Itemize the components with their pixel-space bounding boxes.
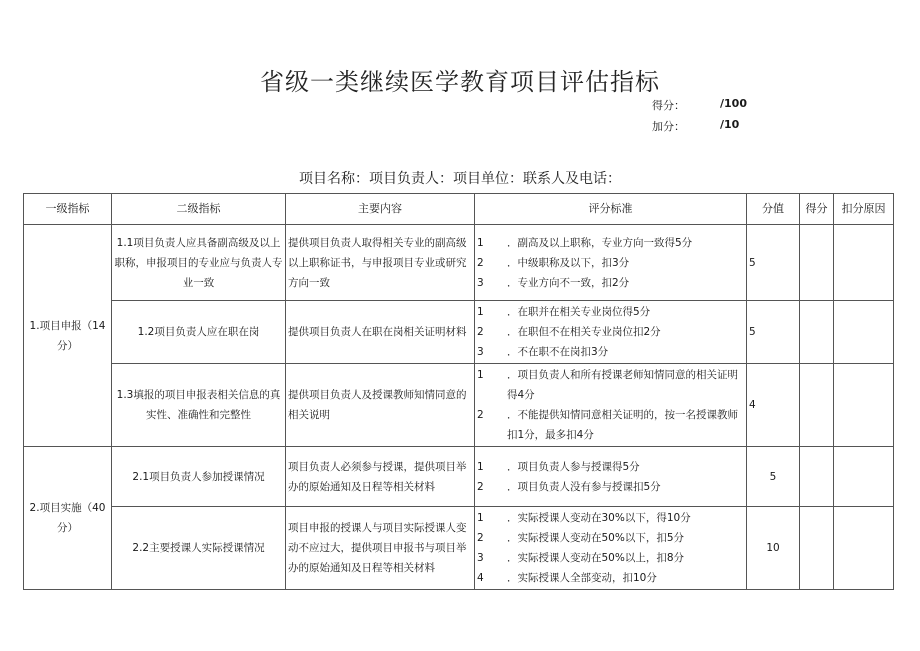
criteria-cell: 1 ．在职并在相关专业岗位得5分 2 ．在职但不在相关专业岗位扣2分 3 ．不在职不在岗扣3分	[475, 301, 747, 364]
reason-cell[interactable]	[834, 364, 894, 447]
content-cell: 提供项目负责人及授课教师知情同意的相关说明	[286, 364, 475, 447]
score-cell[interactable]	[800, 447, 834, 507]
bonus-total: /10	[720, 118, 740, 131]
reason-cell[interactable]	[834, 447, 894, 507]
project-info-line: 项目名称：项目负责人：项目单位：联系人及电话：	[299, 171, 621, 187]
header-content: 主要内容	[286, 194, 475, 225]
table-row	[24, 507, 894, 590]
table-header-row	[24, 194, 894, 225]
table-row	[24, 447, 894, 507]
reason-cell[interactable]	[834, 301, 894, 364]
table-row	[24, 301, 894, 364]
value-cell: 4	[747, 364, 800, 447]
level1-cell: 2.项目实施（40分）	[24, 447, 112, 590]
criteria-cell: 1 ．项目负责人参与授课得5分 2 ．项目负责人没有参与授课扣5分	[475, 447, 747, 507]
criteria-cell: 1 ．副高及以上职称，专业方向一致得5分 2 ．中级职称及以下，扣3分 3 ．专业方向不一致，扣2分	[475, 225, 747, 301]
content-cell: 提供项目负责人在职在岗相关证明材料	[286, 301, 475, 364]
table-row	[24, 364, 894, 447]
level2-cell: 1.3填报的项目申报表相关信息的真实性、准确性和完整性	[112, 364, 286, 447]
content-cell: 项目申报的授课人与项目实际授课人变动不应过大，提供项目申报书与项目举办的原始通知及日程等相关材料	[286, 507, 475, 590]
score-total: /100	[720, 97, 747, 110]
header-level1: 一级指标	[24, 194, 112, 225]
score-cell[interactable]	[800, 507, 834, 590]
level2-cell: 1.2项目负责人应在职在岗	[112, 301, 286, 364]
value-cell: 10	[747, 507, 800, 590]
content-cell: 项目负责人必须参与授课，提供项目举办的原始通知及日程等相关材料	[286, 447, 475, 507]
score-cell[interactable]	[800, 301, 834, 364]
level2-cell: 1.1项目负责人应具备副高级及以上职称，申报项目的专业应与负责人专业一致	[112, 225, 286, 301]
value-cell: 5	[747, 447, 800, 507]
level1-cell: 1.项目申报（14分）	[24, 225, 112, 447]
header-value: 分值	[747, 194, 800, 225]
header-level2: 二级指标	[112, 194, 286, 225]
criteria-cell: 1 ．实际授课人变动在30%以下，得10分 2 ．实际授课人变动在50%以下，扣5分 3 ．实际授课人变动在50%以上，扣8分 4 ．实际授课人全部变动，扣10分	[475, 507, 747, 590]
page-title: 省级一类继续医学教育项目评估指标	[260, 68, 660, 96]
score-cell[interactable]	[800, 225, 834, 301]
level2-cell: 2.1项目负责人参加授课情况	[112, 447, 286, 507]
value-cell: 5	[747, 225, 800, 301]
value-cell: 5	[747, 301, 800, 364]
header-deduction-reason: 扣分原因	[834, 194, 894, 225]
score-cell[interactable]	[800, 364, 834, 447]
table-row	[24, 225, 894, 301]
reason-cell[interactable]	[834, 225, 894, 301]
bonus-label: 加分：	[652, 120, 685, 133]
content-cell: 提供项目负责人取得相关专业的副高级以上职称证书，与申报项目专业或研究方向一致	[286, 225, 475, 301]
header-criteria: 评分标准	[475, 194, 747, 225]
score-label: 得分：	[652, 99, 685, 112]
header-score: 得分	[800, 194, 834, 225]
level2-cell: 2.2主要授课人实际授课情况	[112, 507, 286, 590]
reason-cell[interactable]	[834, 507, 894, 590]
evaluation-table	[23, 193, 894, 590]
criteria-cell: 1 ．项目负责人和所有授课老师知情同意的相关证明得4分 2 ．不能提供知情同意相关证明的，按一名授课教师扣1分，最多扣4分	[475, 364, 747, 447]
